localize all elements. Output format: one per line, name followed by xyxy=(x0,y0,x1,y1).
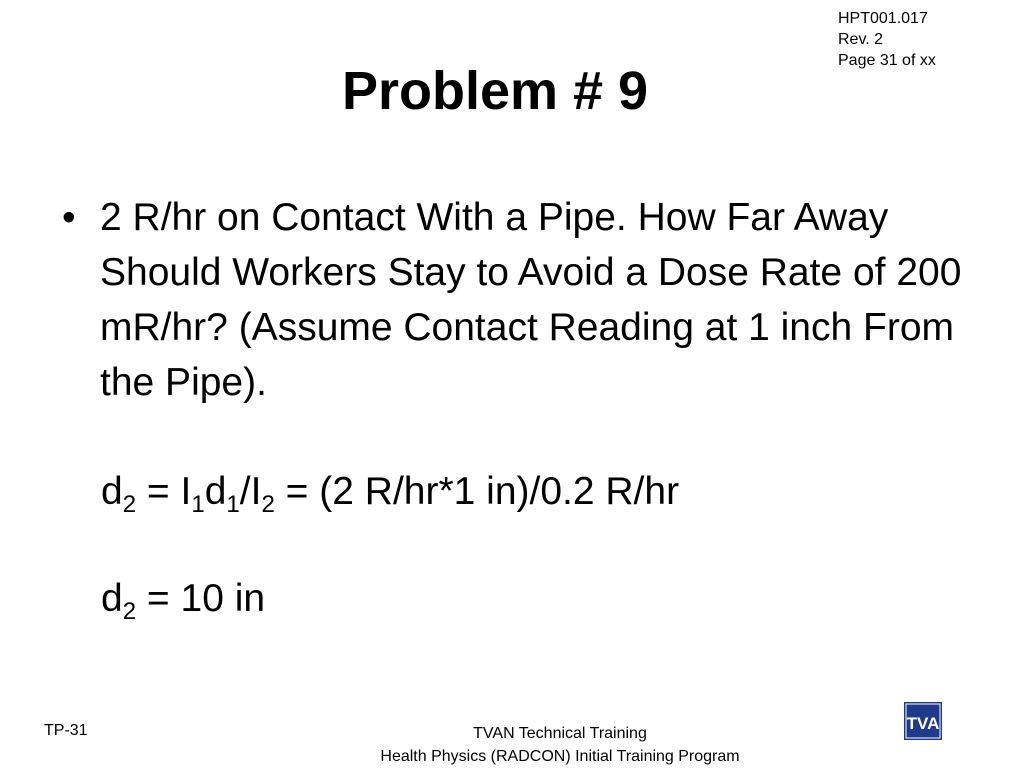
slide-title: Problem # 9 xyxy=(341,61,649,121)
eq1-i2: I xyxy=(250,470,262,513)
eq2-rhs: = 10 in xyxy=(136,577,266,620)
bullet-item xyxy=(62,190,992,410)
eq1-lhs-sub: 2 xyxy=(122,491,137,518)
eq1-lhs-var: d xyxy=(101,470,123,513)
eq1-i2-sub: 2 xyxy=(261,491,275,518)
eq1-d1-sub: 1 xyxy=(226,491,240,518)
eq2-sub: 2 xyxy=(122,598,137,625)
bullet-icon: • xyxy=(62,196,76,239)
revision: Rev. 2 xyxy=(838,31,884,48)
distance-equation xyxy=(101,467,679,517)
tva-logo-icon xyxy=(904,702,942,740)
bullet-list xyxy=(62,190,992,410)
footer-program xyxy=(300,722,820,768)
eq1-equals: = xyxy=(136,470,181,513)
eq1-i1-sub: 1 xyxy=(191,491,205,518)
result-equation xyxy=(101,574,265,624)
eq1-slash: / xyxy=(239,470,251,513)
eq1-i1: I xyxy=(180,470,192,513)
footer-slide-code: TP-31 xyxy=(44,722,88,739)
eq1-rhs: = (2 R/hr*1 in)/0.2 R/hr xyxy=(274,470,680,513)
problem-statement: 2 R/hr on Contact With a Pipe. How Far Away Should Workers Stay to Avoid a Dose Rate of 200 mR/hr? (Assume Contact Reading at 1 inch From the Pipe). xyxy=(100,196,962,404)
footer-line-2: Health Physics (RADCON) Initial Training Program xyxy=(380,748,740,765)
page-number: Page 31 of xx xyxy=(838,52,936,69)
eq2-var: d xyxy=(101,577,123,620)
footer-line-1: TVAN Technical Training xyxy=(473,725,647,742)
document-id: HPT001.017 xyxy=(838,10,928,27)
tva-logo-text: TVA xyxy=(906,714,940,733)
eq1-d1: d xyxy=(204,470,227,513)
